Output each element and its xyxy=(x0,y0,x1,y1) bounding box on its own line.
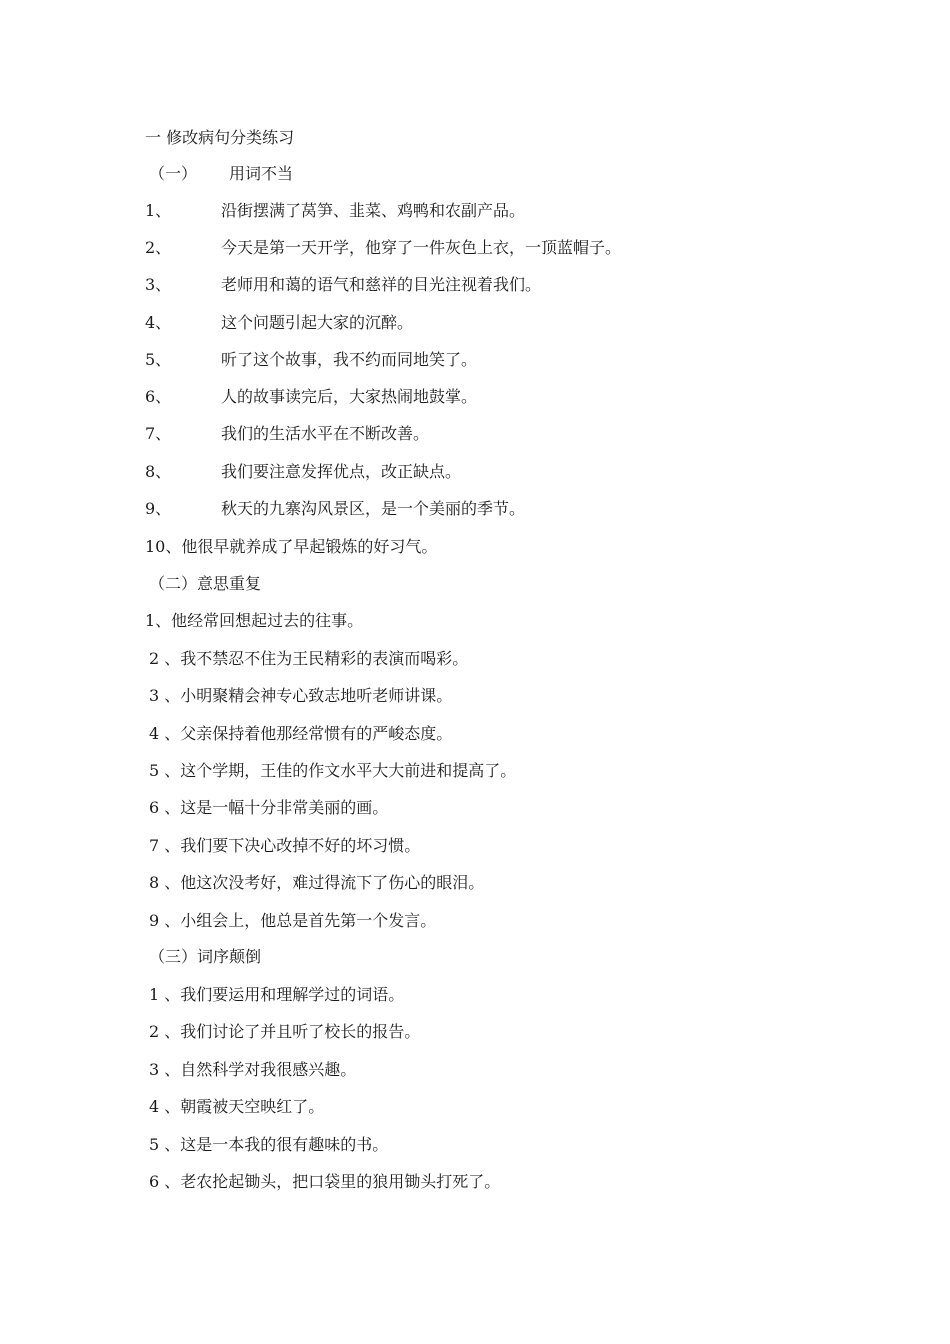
list-item: 8 、他这次没考好，难过得流下了伤心的眼泪。 xyxy=(149,873,485,892)
list-item: 2 、我不禁忍不住为王民精彩的表演而喝彩。 xyxy=(149,649,469,668)
section-heading-text: 用词不当 xyxy=(229,164,294,183)
list-item: 1、他经常回想起过去的往事。 xyxy=(145,611,364,630)
list-item: 6 、这是一幅十分非常美丽的画。 xyxy=(149,798,389,817)
list-item: 1、 沿街摆满了莴笋、韭菜、鸡鸭和农副产品。 xyxy=(145,201,526,220)
list-item: 4 、父亲保持着他那经常惯有的严峻态度。 xyxy=(149,724,453,743)
list-item: 3、 老师用和蔼的语气和慈祥的目光注视着我们。 xyxy=(145,275,542,294)
list-item: 4 、朝霞被天空映红了。 xyxy=(149,1097,325,1116)
list-item: 6 、老农抡起锄头，把口袋里的狼用锄头打死了。 xyxy=(149,1172,501,1191)
list-item: 7 、我们要下决心改掉不好的坏习惯。 xyxy=(149,836,421,855)
list-item: 9 、小组会上，他总是首先第一个发言。 xyxy=(149,911,437,930)
list-item: 2、 今天是第一天开学，他穿了一件灰色上衣，一顶蓝帽子。 xyxy=(145,238,622,257)
list-item: 9、 秋天的九寨沟风景区，是一个美丽的季节。 xyxy=(145,499,526,518)
list-item: 3 、自然科学对我很感兴趣。 xyxy=(149,1060,357,1079)
list-item: 5、 听了这个故事，我不约而同地笑了。 xyxy=(145,350,478,369)
document-title: 一 修改病句分类练习 xyxy=(145,128,295,147)
list-item: 5 、这是一本我的很有趣味的书。 xyxy=(149,1135,389,1154)
list-item: 2 、我们讨论了并且听了校长的报告。 xyxy=(149,1022,421,1041)
list-item: 4、 这个问题引起大家的沉醉。 xyxy=(145,313,414,332)
list-item: 6、 人的故事读完后，大家热闹地鼓掌。 xyxy=(145,387,478,406)
list-item: 5 、这个学期，王佳的作文水平大大前进和提高了。 xyxy=(149,761,517,780)
list-item: 10、他很早就养成了早起锻炼的好习气。 xyxy=(145,537,438,556)
list-item: 8、 我们要注意发挥优点，改正缺点。 xyxy=(145,462,462,481)
section-heading-3: （三）词序颠倒 xyxy=(149,947,262,966)
section-heading-num: （一） xyxy=(149,164,198,183)
list-item: 3 、小明聚精会神专心致志地听老师讲课。 xyxy=(149,686,453,705)
list-item: 1 、我们要运用和理解学过的词语。 xyxy=(149,985,405,1004)
list-item: 7、 我们的生活水平在不断改善。 xyxy=(145,424,430,443)
section-heading-1 xyxy=(145,163,293,185)
section-heading-2: （二）意思重复 xyxy=(149,574,262,593)
